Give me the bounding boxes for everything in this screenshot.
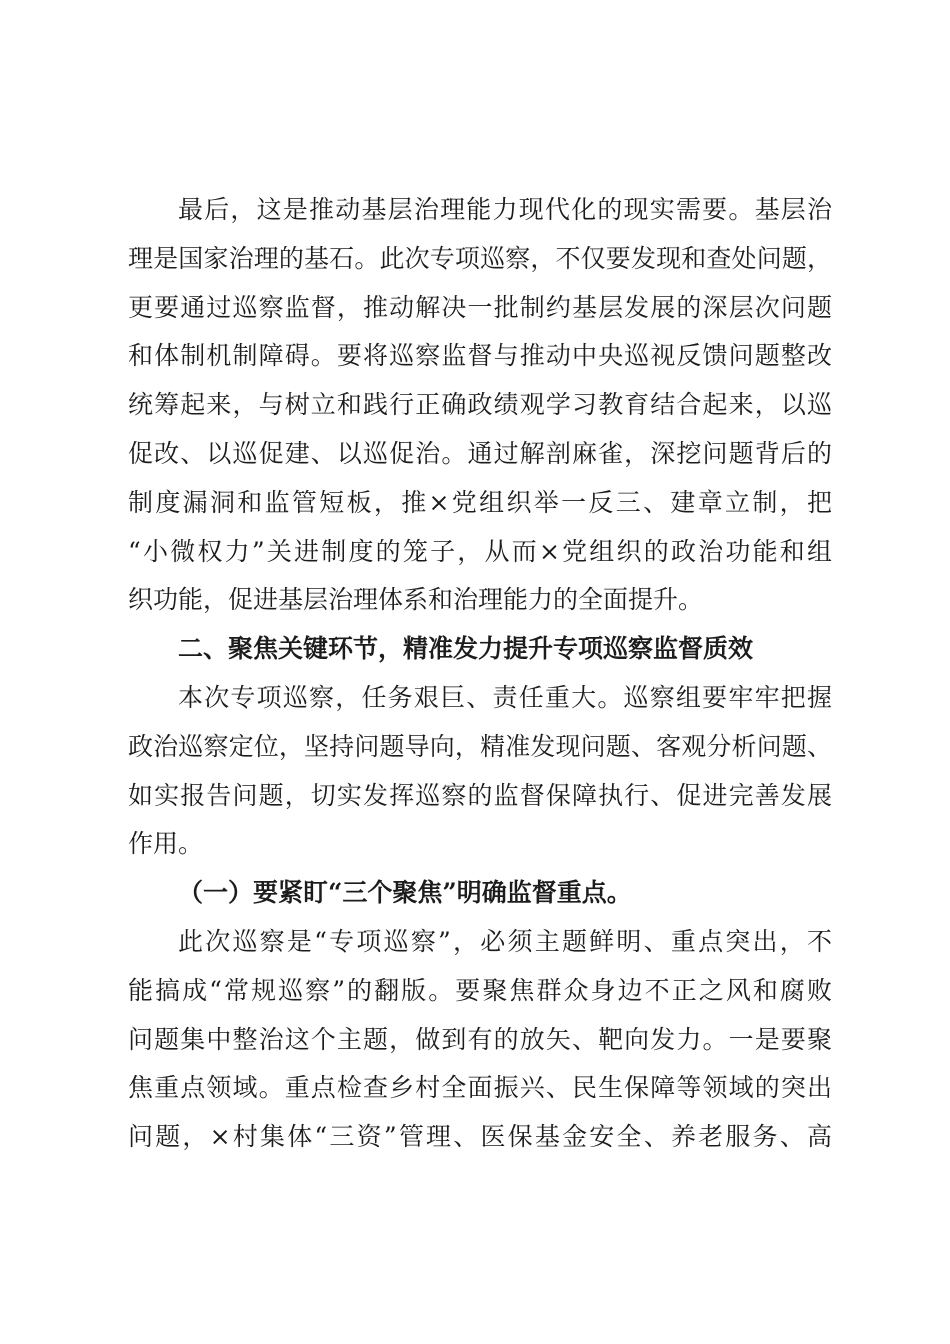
paragraph-line: 统筹起来，与树立和践行正确政绩观学习教育结合起来，以巡 xyxy=(128,390,832,420)
paragraph-1 xyxy=(128,186,832,625)
paragraph-line: 问题，×村集体“三资”管理、医保基金安全、养老服务、高 xyxy=(128,1122,832,1152)
paragraph-line: 理是国家治理的基石。此次专项巡察，不仅要发现和查处问题， xyxy=(128,243,832,273)
paragraph-line: 本次专项巡察，任务艰巨、责任重大。巡察组要牢牢把握 xyxy=(178,682,832,712)
paragraph-line: 促改、以巡促建、以巡促治。通过解剖麻雀，深挖问题背后的 xyxy=(128,438,832,468)
paragraph-2 xyxy=(128,674,832,869)
paragraph-line: 作用。 xyxy=(128,829,204,859)
paragraph-line: 制度漏洞和监管短板，推×党组织举一反三、建章立制，把 xyxy=(128,487,832,517)
paragraph-3 xyxy=(128,918,832,1162)
paragraph-line: 政治巡察定位，坚持问题导向，精准发现问题、客观分析问题、 xyxy=(128,731,832,761)
paragraph-line: 织功能，促进基层治理体系和治理能力的全面提升。 xyxy=(128,585,704,615)
paragraph-line: 如实报告问题，切实发挥巡察的监督保障执行、促进完善发展 xyxy=(128,780,832,810)
subsection-heading: （一）要紧盯“三个聚焦”明确监督重点。 xyxy=(178,878,632,908)
section-heading: 二、聚焦关键环节，精准发力提升专项巡察监督质效 xyxy=(178,634,754,664)
paragraph-line: 最后，这是推动基层治理能力现代化的现实需要。基层治 xyxy=(178,195,832,224)
paragraph-line: 和体制机制障碍。要将巡察监督与推动中央巡视反馈问题整改 xyxy=(128,341,832,371)
paragraph-line: 更要通过巡察监督，推动解决一批制约基层发展的深层次问题 xyxy=(128,292,832,322)
document-body xyxy=(128,186,832,1162)
paragraph-line: “小微权力”关进制度的笼子，从而×党组织的政治功能和组 xyxy=(128,536,832,566)
paragraph-line: 能搞成“常规巡察”的翻版。要聚焦群众身边不正之风和腐败 xyxy=(128,975,832,1005)
paragraph-line: 焦重点领域。重点检查乡村全面振兴、民生保障等领域的突出 xyxy=(128,1073,832,1103)
paragraph-line: 此次巡察是“专项巡察”，必须主题鲜明、重点突出，不 xyxy=(178,926,832,956)
paragraph-line: 问题集中整治这个主题，做到有的放矢、靶向发力。一是要聚 xyxy=(128,1024,832,1054)
